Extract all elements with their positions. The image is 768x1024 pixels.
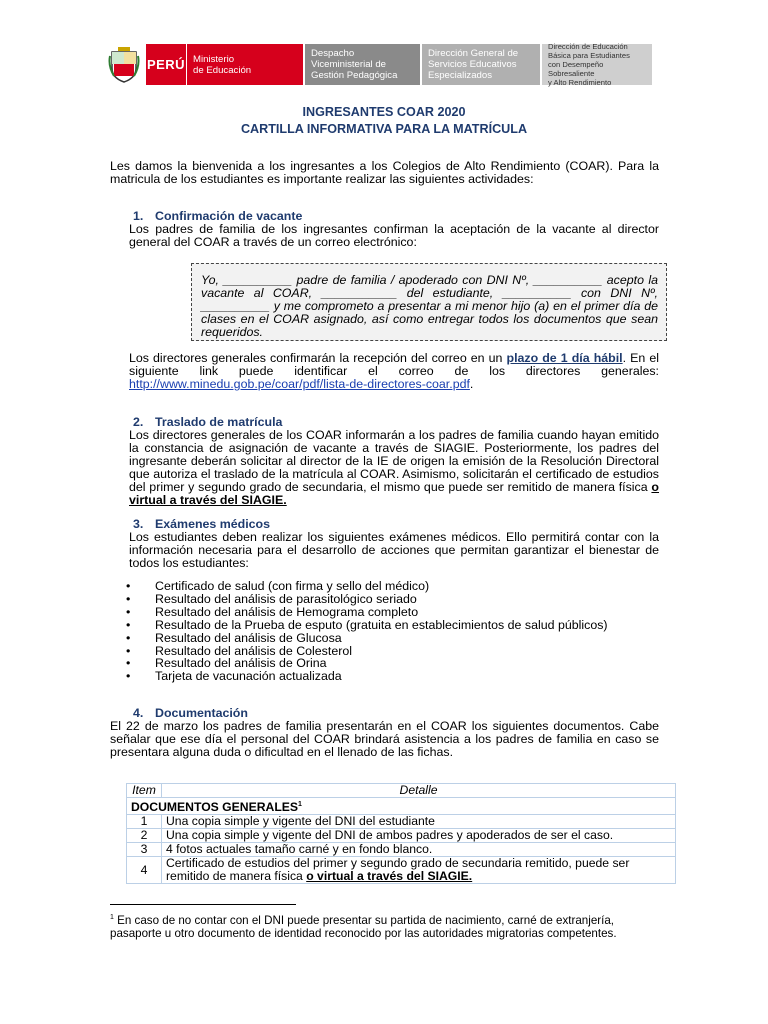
section-heading-traslado: 2. Traslado de matrícula [133,415,283,429]
list-item: • Certificado de salud (con firma y sello del médico) [110,580,608,593]
table-header-row [127,784,676,798]
footnote: $^1$ En caso de no contar con el DNI puede presentar su partida de nacimiento, carné de extranjería, pasaporte u otro documento de identidad reconocido por las autoridades migratorias competentes. [110,913,617,940]
section-heading-documentacion: 4. Documentación [133,706,248,720]
documents-table [126,783,676,884]
table-row: 4 Certificado de estudios del primer y segundo grado de secundaria remitido, puede ser remitido de manera física o virtual a través del SIAGIE. [127,857,676,884]
section-4-paragraph: El 22 de marzo los padres de familia presentarán en el COAR los siguientes documentos. Cabe señalar que ese día el personal del COAR brindará asistencia a los padres de familia en caso se presentara alguna duda o dificultad en el llenado de las fichas. [110,719,659,759]
column-header-item: Item [127,784,162,798]
header-logos [106,44,652,85]
ministerio-logo: Ministerio de Educación [186,44,303,85]
list-item: • Resultado del análisis de Orina [110,657,608,670]
table-row: 1 Una copia simple y vigente del DNI del estudiante [127,815,676,829]
section-heading-confirmacion: 1. Confirmación de vacante [133,209,303,223]
deadline-text: plazo de 1 día hábil [506,351,623,365]
footnote-divider [110,904,296,905]
table-row: 3 4 fotos actuales tamaño carné y en fondo blanco. [127,843,676,857]
document-subtitle: CARTILLA INFORMATIVA PARA LA MATRÍCULA [240,122,528,136]
section-2-paragraph: Los directores generales de los COAR informarán a los padres de familia cuando hayan emitido la constancia de asignación de vacante a través de SIAGIE. Posteriormente, los padres del ingresante deberán solicitar al director de la IE de origen la emisión de la Resolución Directoral que autoriza el traslado de la matrícula al COAR. Asimismo, solicitarán el certificado de estudios del primer y segundo grado de secundaria, el mismo que puede ser remitido de manera física o virtual a través del SIAGIE. [129,428,659,507]
list-item: • Resultado del análisis de Hemograma completo [110,606,608,619]
list-item: • Resultado del análisis de Glucosa [110,632,608,645]
section-heading-examenes: 3. Exámenes médicos [133,517,271,531]
confirmation-template-box: Yo, __________ padre de familia / apoderado con DNI Nº, __________ acepto la vacante al COAR, ___________ del estudiante, __________ con DNI Nº, __________ y me comprometo a presentar a mi menor hijo (a) en el primer día de clases en el COAR asignado, así como entregar todos los documentos que sean requeridos. [191,263,667,341]
direccion-educacion-logo: Dirección de Educación Básica para Estudiantes con Desempeño Sobresaliente y Alto Rendimiento [542,44,652,85]
list-item: • Resultado de la Prueba de esputo (gratuita en establecimientos de salud públicos) [110,619,608,632]
table-row: 2 Una copia simple y vigente del DNI de ambos padres y apoderados de ser el caso. [127,829,676,843]
directors-list-link[interactable]: http://www.minedu.gob.pe/coar/pdf/lista-de-directores-coar.pdf [129,377,470,391]
list-item: • Resultado del análisis de parasitológico seriado [110,593,608,606]
section-1-paragraph: Los padres de familia de los ingresantes confirman la aceptación de la vacante al director general del COAR a través de un correo electrónico: [129,222,659,249]
list-item: • Tarjeta de vacunación actualizada [110,670,608,683]
column-header-detalle: Detalle [162,784,676,798]
direccion-general-logo: Dirección General de Servicios Educativos Especializados [422,44,540,85]
peru-logo: PERÚ [146,44,186,85]
document-title: INGRESANTES COAR 2020 [302,105,466,119]
coat-of-arms-icon [106,44,142,85]
intro-paragraph: Les damos la bienvenida a los ingresantes a los Colegios de Alto Rendimiento (COAR). Para la matricula de los estudiantes es importante realizar las siguientes actividades: [110,159,659,186]
table-group-row [127,798,676,815]
siagie-emphasis: o virtual a través del SIAGIE. [129,480,659,507]
medical-exams-list [110,580,608,683]
section-1-paragraph-2: Los directores generales confirmarán la recepción del correo en un plazo de 1 día hábil. En el siguiente link puede identificar el correo de los directores generales: http://www.minedu.gob.pe/coar/pdf/lista-de-directores-coar.pdf. [129,351,659,391]
list-item: • Resultado del análisis de Colesterol [110,645,608,658]
despacho-logo: Despacho Viceministerial de Gestión Pedagógica [305,44,420,85]
group-label: DOCUMENTOS GENERALES$^1$ [127,798,676,815]
section-3-paragraph: Los estudiantes deben realizar los siguientes exámenes médicos. Ello permitirá contar con la información necesaria para el desarrollo de acciones que permitan garantizar el bienestar de todos los estudiantes: [129,530,659,570]
